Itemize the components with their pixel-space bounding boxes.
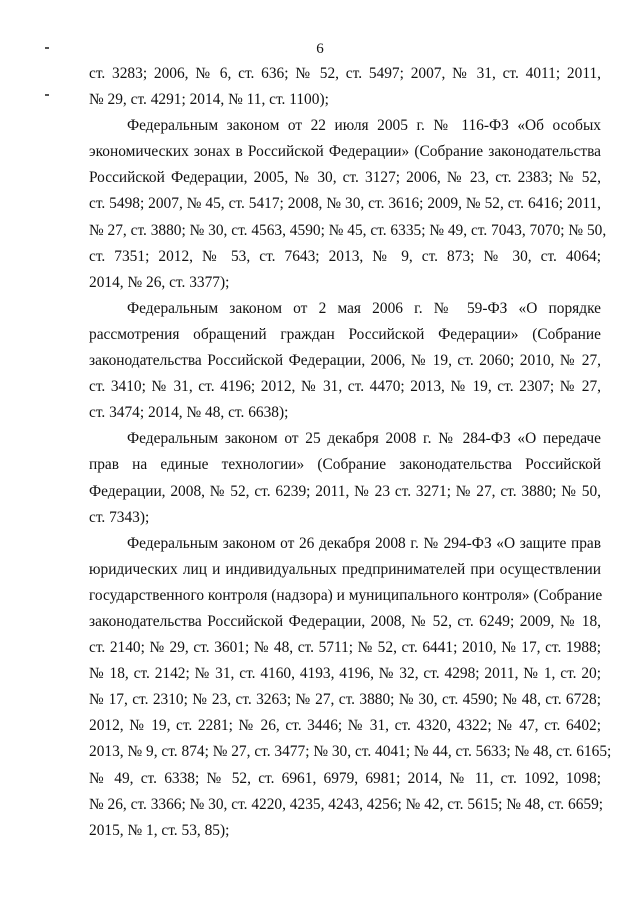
text-line: законодательства Российской Федерации, 2006, № 19, ст. 2060; 2010, № 27,	[89, 352, 601, 370]
text-line: Федеральным законом от 2 мая 2006 г. № 59-ФЗ «О порядке	[127, 299, 601, 317]
text-line: ст. 3410; № 31, ст. 4196; 2012, № 31, ст. 4470; 2013, № 19, ст. 2307; № 27,	[89, 378, 601, 396]
text-line: ст. 3283; 2006, № 6, ст. 636; № 52, ст. 5497; 2007, № 31, ст. 4011; 2011,	[89, 65, 601, 82]
text-line: ст. 5498; 2007, № 45, ст. 5417; 2008, № 30, ст. 3616; 2009, № 52, ст. 6416; 2011,	[89, 195, 601, 213]
text-line: 2015, № 1, ст. 53, 85);	[89, 821, 230, 839]
text-line: ст. 7351; 2012, № 53, ст. 7643; 2013, № 9, ст. 873; № 30, ст. 4064;	[89, 247, 601, 265]
text-line: прав на единые технологии» (Собрание законодательства Российской	[89, 456, 601, 474]
text-line: государственного контроля (надзора) и муниципального контроля» (Собрание	[89, 586, 603, 604]
text-line: Федеральным законом от 26 декабря 2008 г. № 294-ФЗ «О защите прав	[127, 534, 601, 552]
text-line: ст. 2140; № 29, ст. 3601; № 48, ст. 5711; № 52, ст. 6441; 2010, № 17, ст. 1988;	[89, 639, 601, 657]
law-paragraph	[89, 426, 601, 530]
text-line: 2014, № 26, ст. 3377);	[89, 273, 230, 291]
text-line: Российской Федерации, 2005, № 30, ст. 3127; 2006, № 23, ст. 2383; № 52,	[89, 169, 601, 187]
page-number: 6	[316, 41, 324, 57]
text-line: Федеральным законом от 22 июля 2005 г. № 116-ФЗ «Об особых	[127, 117, 601, 135]
margin-scan-mark	[45, 94, 49, 96]
margin-scan-mark	[45, 47, 49, 49]
text-line: Федерации, 2008, № 52, ст. 6239; 2011, № 23 ст. 3271; № 27, ст. 3880; № 50,	[89, 482, 601, 500]
text-line: ст. 3474; 2014, № 48, ст. 6638);	[89, 404, 289, 422]
text-line: 2012, № 19, ст. 2281; № 26, ст. 3446; № 31, ст. 4320, 4322; № 47, ст. 6402;	[89, 717, 601, 735]
text-line: Федеральным законом от 25 декабря 2008 г. № 284-ФЗ «О передаче	[127, 430, 601, 448]
text-line: № 17, ст. 2310; № 23, ст. 3263; № 27, ст. 3880; № 30, ст. 4590; № 48, ст. 6728;	[89, 691, 601, 709]
text-line: № 49, ст. 6338; № 52, ст. 6961, 6979, 6981; 2014, № 11, ст. 1092, 1098;	[89, 769, 601, 787]
law-paragraph	[89, 531, 612, 844]
text-line: № 29, ст. 4291; 2014, № 11, ст. 1100);	[89, 91, 329, 109]
law-paragraph	[89, 296, 601, 426]
law-paragraph	[89, 113, 607, 296]
text-line: законодательства Российской Федерации, 2008, № 52, ст. 6249; 2009, № 18,	[89, 612, 601, 630]
text-line: 2013, № 9, ст. 874; № 27, ст. 3477; № 30, ст. 4041; № 44, ст. 5633; № 48, ст. 6165;	[89, 743, 612, 761]
law-paragraph	[89, 61, 601, 113]
text-line: ст. 7343);	[89, 508, 150, 526]
document-body	[89, 61, 612, 844]
text-line: рассмотрения обращений граждан Российской Федерации» (Собрание	[89, 325, 601, 343]
text-line: экономических зонах в Российской Федерации» (Собрание законодательства	[89, 143, 601, 161]
text-line: № 18, ст. 2142; № 31, ст. 4160, 4193, 4196, № 32, ст. 4298; 2011, № 1, ст. 20;	[89, 665, 601, 683]
text-line: № 26, ст. 3366; № 30, ст. 4220, 4235, 4243, 4256; № 42, ст. 5615; № 48, ст. 6659;	[89, 795, 604, 813]
text-line: № 27, ст. 3880; № 30, ст. 4563, 4590; № 45, ст. 6335; № 49, ст. 7043, 7070; № 50,	[89, 221, 607, 239]
text-line: юридических лиц и индивидуальных предпринимателей при осуществлении	[89, 560, 601, 578]
